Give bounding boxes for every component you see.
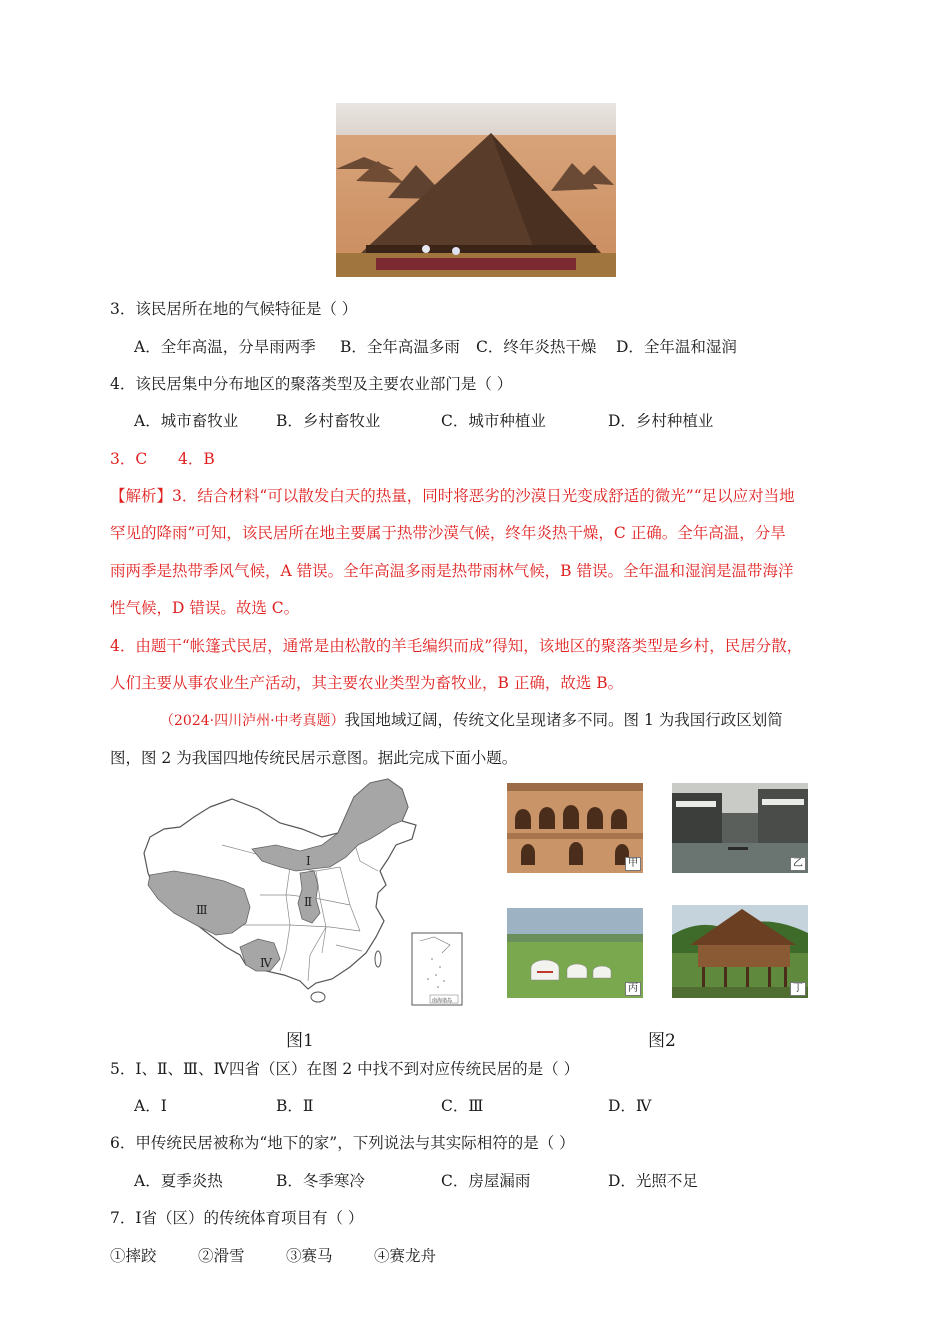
q6-option-d: D．光照不足	[608, 1172, 698, 1190]
intro-line-2: 图，图 2 为我国四地传统民居示意图。据此完成下面小题。	[110, 749, 518, 767]
q7-item-4: ④赛龙舟	[374, 1247, 437, 1265]
q7-item-1: ①摔跤	[110, 1247, 157, 1265]
south-china-sea-label: 南海诸岛	[432, 998, 453, 1004]
photo-tag-yi: 乙	[790, 857, 806, 871]
q7-item-2: ②滑雪	[198, 1247, 245, 1265]
question-3-stem: 3．该民居所在地的气候特征是（ ）	[110, 300, 358, 318]
question-4-stem: 4．该民居集中分布地区的聚落类型及主要农业部门是（ ）	[110, 375, 513, 393]
q3-option-a: A．全年高温，分旱雨两季	[134, 338, 316, 356]
region-label-2: Ⅱ	[304, 895, 313, 909]
analysis-line-1	[110, 485, 795, 507]
q5-option-c: C．Ⅲ	[441, 1097, 484, 1115]
analysis-text-1: 3．结合材料“可以散发白天的热量，同时将恶劣的沙漠日光变成舒适的微光”“足以应对当地	[172, 487, 795, 505]
desert-tent-photo	[336, 103, 616, 277]
analysis-prefix: 【解析】	[110, 487, 173, 505]
analysis-line-3: 雨两季是热带季风气候，A 错误。全年高温多雨是热带雨林气候，B 错误。全年温和湿润是温带海洋	[110, 562, 794, 580]
analysis-line-2: 罕见的降雨”可知，该民居所在地主要属于热带沙漠气候，终年炎热干燥，C 正确。全年高温，分旱	[110, 524, 786, 542]
q6-option-c: C．房屋漏雨	[441, 1172, 531, 1190]
region-label-3: Ⅲ	[196, 903, 208, 917]
q4-option-b: B．乡村畜牧业	[276, 412, 381, 430]
q3-option-c: C．终年炎热干燥	[476, 338, 597, 356]
q6-option-a: A．夏季炎热	[134, 1172, 223, 1190]
q7-item-3: ③赛马	[286, 1247, 333, 1265]
analysis-line-6: 人们主要从事农业生产活动，其主要农业类型为畜牧业，B 正确，故选 B。	[110, 674, 624, 692]
q4-option-c: C．城市种植业	[441, 412, 546, 430]
q3-option-d: D．全年温和湿润	[616, 338, 737, 356]
analysis-line-4: 性气候，D 错误。故选 C。	[110, 599, 300, 617]
photo-tag-jia: 甲	[625, 857, 641, 871]
photo-jia-cave-dwelling	[507, 783, 643, 873]
figure-1-caption: 图1	[286, 1031, 314, 1051]
intro-line-1	[160, 709, 783, 732]
q3-option-b: B．全年高温多雨	[340, 338, 460, 356]
photo-yi-water-town	[672, 783, 808, 873]
question-5-stem: 5．Ⅰ、Ⅱ、Ⅲ、Ⅳ四省（区）在图 2 中找不到对应传统民居的是（ ）	[110, 1060, 580, 1078]
question-7-stem: 7．Ⅰ省（区）的传统体育项目有（ ）	[110, 1209, 364, 1227]
answer-3: 3．C	[110, 450, 148, 468]
q5-option-d: D．Ⅳ	[608, 1097, 652, 1115]
q4-option-d: D．乡村种植业	[608, 412, 714, 430]
region-label-1: Ⅰ	[306, 854, 311, 868]
answer-4: 4．B	[178, 450, 215, 468]
question-6-stem: 6．甲传统民居被称为“地下的家”，下列说法与其实际相符的是（ ）	[110, 1134, 575, 1152]
q4-option-a: A．城市畜牧业	[134, 412, 239, 430]
figure-2-caption: 图2	[648, 1031, 676, 1051]
photo-ding-stilt-house	[672, 905, 808, 998]
photo-tag-ding: 丁	[790, 982, 806, 996]
analysis-line-5: 4．由题干“帐篷式民居，通常是由松散的羊毛编织而成”得知，该地区的聚落类型是乡村，民居分散，	[110, 637, 803, 655]
q5-option-a: A．Ⅰ	[134, 1097, 167, 1115]
intro-text-1: 我国地域辽阔，传统文化呈现诸多不同。图 1 为我国行政区划简	[344, 711, 783, 729]
photo-tag-bing: 丙	[625, 982, 641, 996]
region-label-4: Ⅳ	[260, 956, 272, 970]
q6-option-b: B．冬季寒冷	[276, 1172, 365, 1190]
photo-bing-yurt	[507, 908, 643, 998]
china-map-figure	[140, 775, 470, 1010]
q5-option-b: B．Ⅱ	[276, 1097, 314, 1115]
intro-source: （2024·四川泸州·中考真题）	[160, 713, 345, 729]
